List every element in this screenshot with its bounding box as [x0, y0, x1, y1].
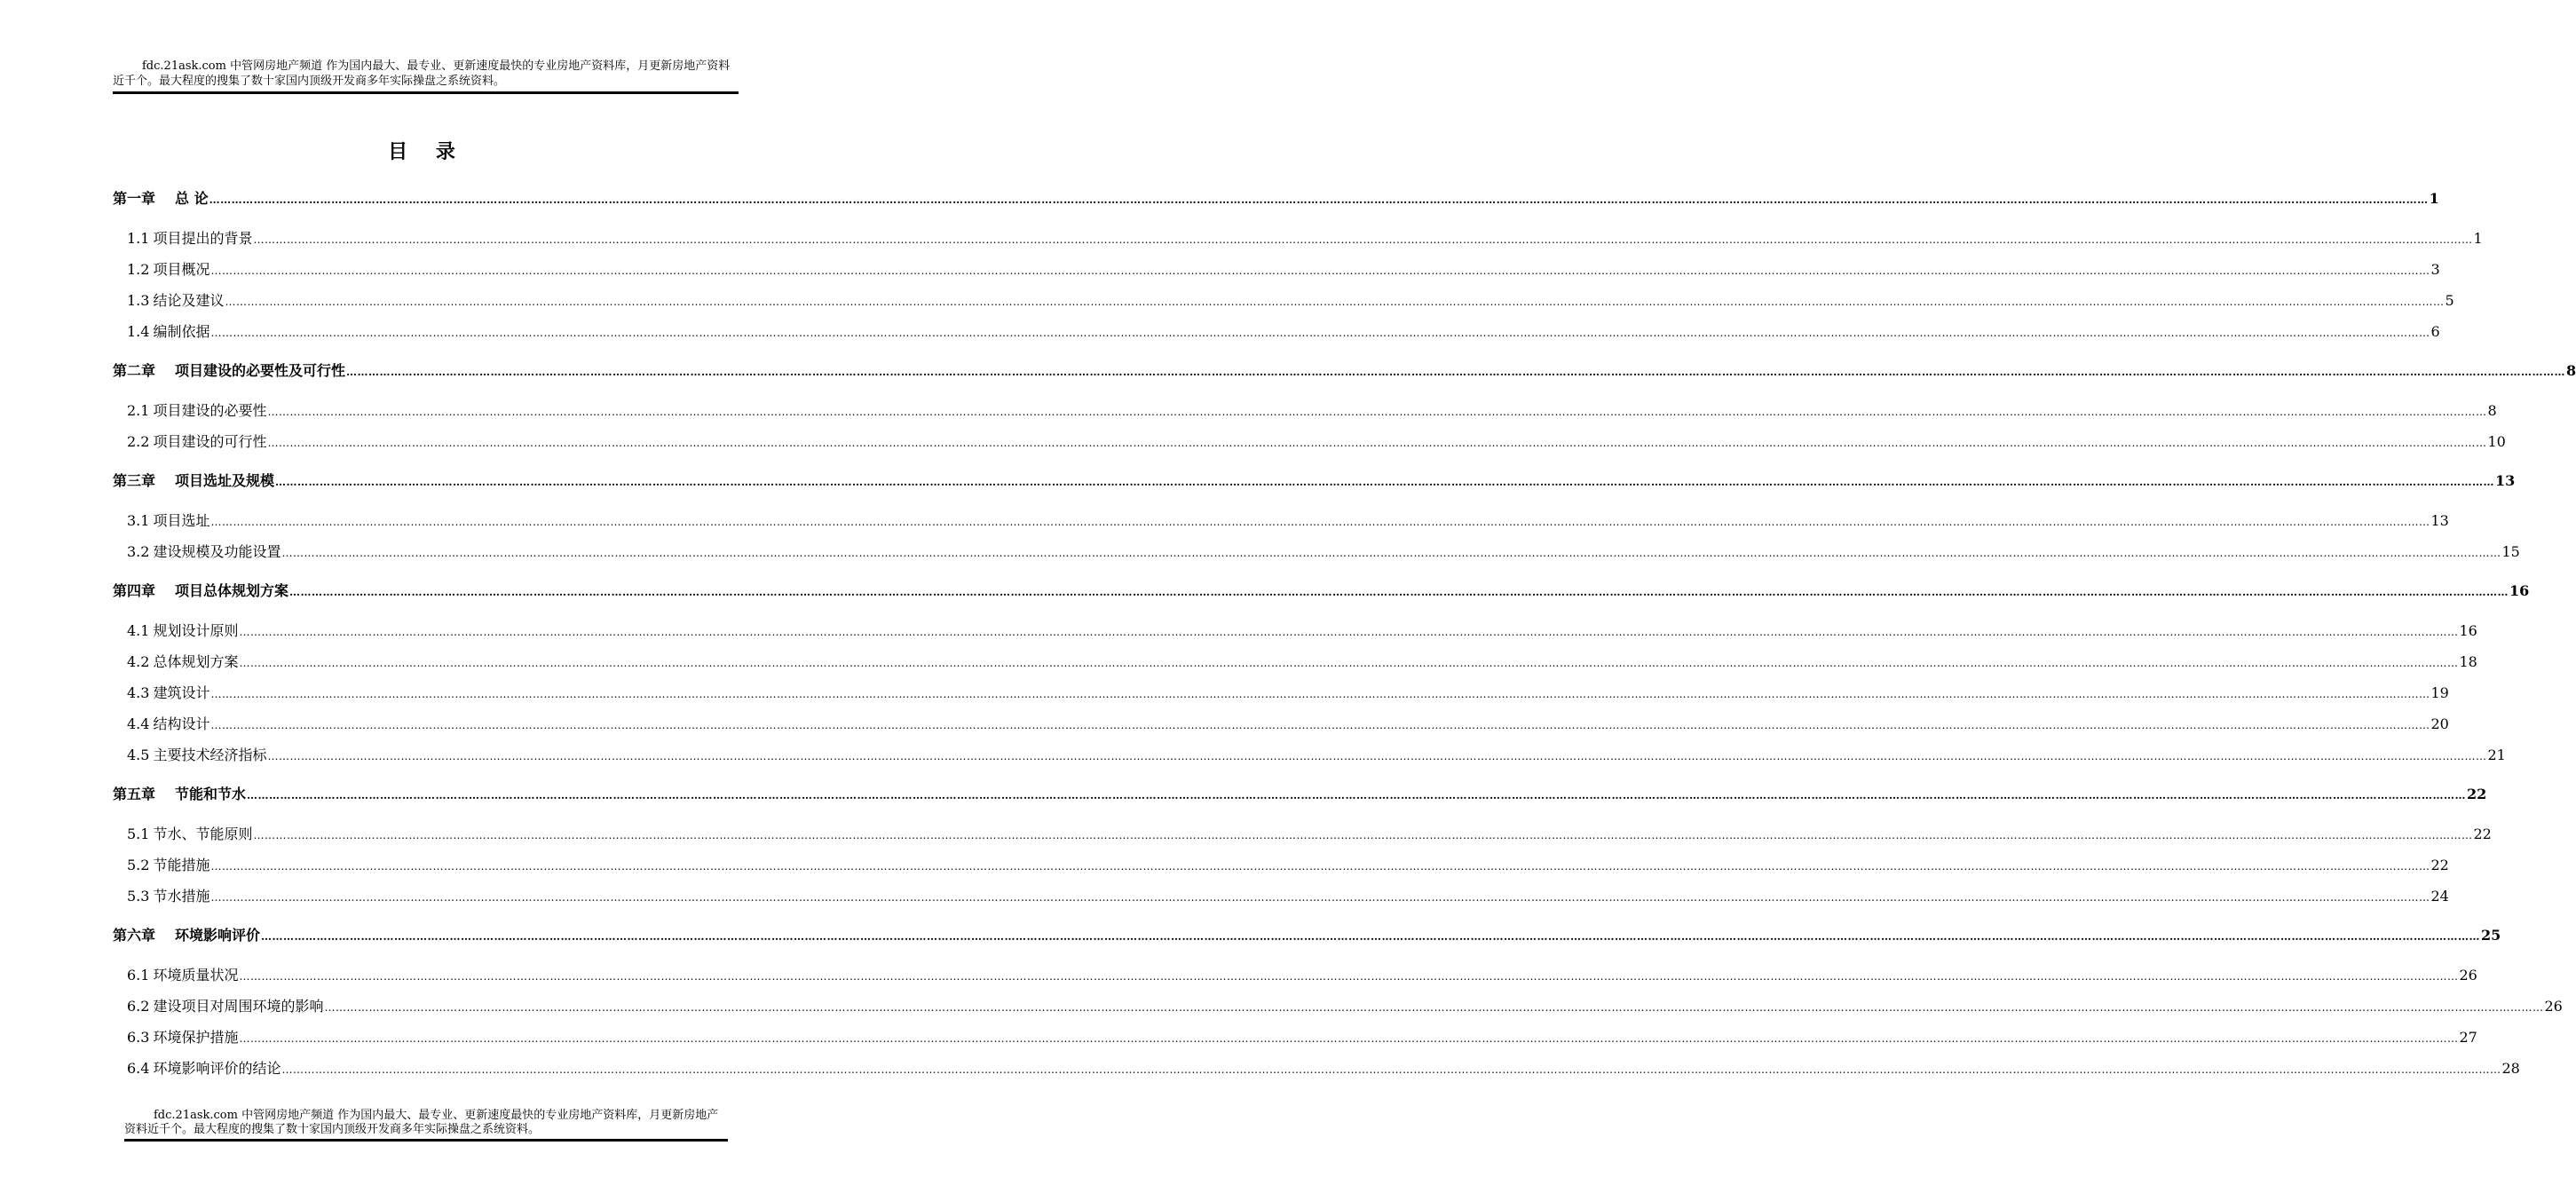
toc-entry-title: 建设规模及功能设置 — [153, 543, 281, 560]
toc-section-entry[interactable] — [127, 431, 2506, 451]
toc-section-entry[interactable] — [127, 227, 2483, 248]
toc-page-number: 13 — [2495, 472, 2516, 489]
toc-entry-title: 节水措施 — [153, 888, 210, 905]
toc-dot-leader: …………………………………………………………………………………………………………………………………………………………………………………………………………………………………………………………………………………………………………………………………………………………………………………………………………………………………………………………………………………………………………………………………………………… — [239, 1032, 2459, 1045]
toc-page-number: 1 — [2429, 190, 2439, 207]
toc-page-number: 3 — [2430, 261, 2440, 278]
toc-page-number: 24 — [2430, 888, 2449, 905]
toc-entry-title: 环境保护措施 — [153, 1029, 239, 1046]
toc-entry-label — [127, 431, 266, 451]
toc-page-number: 26 — [2459, 967, 2477, 984]
toc-entry-number: 6.2 — [127, 998, 150, 1015]
header-divider — [113, 91, 739, 94]
toc-entry-label — [127, 289, 224, 310]
toc-section-entry[interactable] — [127, 320, 2440, 341]
toc-dot-leader: …………………………………………………………………………………………………………………………………………………………………………………………………………………………………………………………………………………………………………………………………………………………………………………………………………………………………………………………………………………………………………………………………………………… — [267, 406, 2487, 418]
toc-section-entry[interactable] — [127, 620, 2477, 640]
toc-dot-leader: …………………………………………………………………………………………………………………………………………………………………………………………………………………………………………………………………………………………………………………………………………………………………………………………………………………………………………………………………………………………………………………………………………………… — [289, 586, 2509, 598]
toc-section-entry[interactable] — [127, 964, 2477, 984]
toc-entry-number: 3.2 — [127, 543, 150, 560]
toc-entry-number: 5.1 — [127, 826, 150, 842]
toc-dot-leader: …………………………………………………………………………………………………………………………………………………………………………………………………………………………………………………………………………………………………………………………………………………………………………………………………………………………………………………………………………………………………………………………………………………… — [253, 233, 2473, 246]
toc-entry-label — [127, 964, 238, 984]
toc-entry-number: 6.3 — [127, 1029, 150, 1046]
toc-entry-number: 6.4 — [127, 1060, 150, 1077]
toc-entry-label — [113, 924, 260, 944]
toc-entry-number: 4.2 — [127, 653, 150, 670]
toc-dot-leader: …………………………………………………………………………………………………………………………………………………………………………………………………………………………………………………………………………………………………………………………………………………………………………………………………………………………………………………………………………………………………………………………………………………… — [239, 970, 2459, 983]
toc-dot-leader: …………………………………………………………………………………………………………………………………………………………………………………………………………………………………………………………………………………………………………………………………………………………………………………………………………………………………………………………………………………………………………………………………………………… — [247, 789, 2467, 802]
toc-dot-leader: …………………………………………………………………………………………………………………………………………………………………………………………………………………………………………………………………………………………………………………………………………………………………………………………………………………………………………………………………………………………………………………………………………………… — [281, 1063, 2501, 1076]
toc-entry-label — [127, 541, 281, 561]
toc-entry-label — [127, 885, 209, 905]
toc-entry-label — [127, 995, 323, 1015]
toc-entry-number: 4.4 — [127, 715, 150, 732]
toc-entry-label — [127, 620, 238, 640]
toc-entry-label — [113, 580, 288, 600]
toc-dot-leader: …………………………………………………………………………………………………………………………………………………………………………………………………………………………………………………………………………………………………………………………………………………………………………………………………………………………………………………………………………………………………………………………………………………… — [253, 829, 2473, 841]
page-title: 目 录 — [388, 140, 466, 163]
toc-page-number: 15 — [2501, 543, 2520, 560]
toc-dot-leader: …………………………………………………………………………………………………………………………………………………………………………………………………………………………………………………………………………………………………………………………………………………………………………………………………………………………………………………………………………………………………………………………………………………… — [267, 750, 2487, 762]
toc-entry-label — [127, 227, 252, 248]
toc-entry-title: 项目建设的必要性及可行性 — [175, 362, 346, 379]
toc-entry-label — [127, 713, 209, 733]
page-footer: fdc.21ask.com 中管网房地产频道 作为国内最大、最专业、更新速度最快的专业房地产资料库，月更新房地产资料近千个。最大程度的搜集了数十家国内顶级开发商多年实际操盘之系统资料。 — [124, 1109, 719, 1136]
toc-page-number: 5 — [2445, 292, 2454, 309]
toc-entry-number: 5.2 — [127, 857, 150, 873]
toc-page-number: 27 — [2459, 1029, 2477, 1046]
toc-dot-leader: …………………………………………………………………………………………………………………………………………………………………………………………………………………………………………………………………………………………………………………………………………………………………………………………………………………………………………………………………………………………………………………………………………………… — [281, 547, 2501, 559]
toc-chapter-entry[interactable] — [113, 359, 2576, 380]
toc-section-entry[interactable] — [127, 823, 2492, 843]
toc-entry-label — [127, 1026, 238, 1047]
toc-entry-title: 主要技术经济指标 — [153, 747, 267, 763]
toc-entry-title: 节能措施 — [153, 857, 210, 873]
toc-section-entry[interactable] — [127, 995, 2563, 1015]
toc-entry-number: 第五章 — [113, 786, 156, 802]
toc-section-entry[interactable] — [127, 510, 2449, 530]
toc-entry-number: 5.3 — [127, 888, 150, 905]
toc-entry-number: 第四章 — [113, 582, 156, 599]
toc-dot-leader: …………………………………………………………………………………………………………………………………………………………………………………………………………………………………………………………………………………………………………………………………………………………………………………………………………………………………………………………………………………………………………………………………………………… — [346, 366, 2566, 378]
toc-entry-label — [127, 682, 209, 702]
toc-section-entry[interactable] — [127, 541, 2520, 561]
toc-page-number: 26 — [2544, 998, 2563, 1015]
toc-entry-number: 第三章 — [113, 472, 156, 489]
toc-entry-label — [113, 187, 209, 208]
toc-entry-label — [127, 823, 252, 843]
toc-entry-label — [127, 651, 238, 671]
toc-entry-number: 第二章 — [113, 362, 156, 379]
toc-entry-title: 建设项目对周围环境的影响 — [153, 998, 324, 1015]
page-header: fdc.21ask.com 中管网房地产频道 作为国内最大、最专业、更新速度最快的专业房地产资料库，月更新房地产资料近千个。最大程度的搜集了数十家国内顶级开发商多年实际操盘之系统资料。 — [113, 59, 731, 88]
toc-entry-title: 环境质量状况 — [153, 967, 239, 984]
toc-entry-title: 环境影响评价的结论 — [153, 1060, 281, 1077]
toc-page-number: 1 — [2473, 230, 2483, 247]
toc-entry-label — [127, 744, 266, 764]
toc-section-entry[interactable] — [127, 1057, 2520, 1078]
toc-dot-leader: …………………………………………………………………………………………………………………………………………………………………………………………………………………………………………………………………………………………………………………………………………………………………………………………………………………………………………………………………………………………………………………………………………………… — [210, 516, 2430, 528]
toc-entry-title: 总体规划方案 — [153, 653, 239, 670]
toc-dot-leader: …………………………………………………………………………………………………………………………………………………………………………………………………………………………………………………………………………………………………………………………………………………………………………………………………………………………………………………………………………………………………………………………………………………… — [275, 476, 2495, 488]
toc-dot-leader: …………………………………………………………………………………………………………………………………………………………………………………………………………………………………………………………………………………………………………………………………………………………………………………………………………………………………………………………………………………………………………………………………………………… — [210, 719, 2430, 731]
toc-entry-title: 结构设计 — [153, 715, 210, 732]
toc-dot-leader: …………………………………………………………………………………………………………………………………………………………………………………………………………………………………………………………………………………………………………………………………………………………………………………………………………………………………………………………………………………………………………………………………………………… — [210, 860, 2430, 873]
toc-entry-title: 项目建设的必要性 — [153, 402, 267, 419]
toc-section-entry[interactable] — [127, 289, 2454, 310]
toc-chapter-entry[interactable] — [113, 187, 2439, 208]
toc-entry-number: 1.3 — [127, 292, 150, 309]
toc-entry-number: 4.3 — [127, 684, 150, 701]
toc-entry-number: 1.2 — [127, 261, 150, 278]
toc-entry-number: 3.1 — [127, 512, 150, 529]
toc-page-number: 13 — [2430, 512, 2449, 529]
toc-entry-label — [127, 399, 266, 420]
toc-page-number: 16 — [2509, 582, 2530, 599]
toc-entry-label — [113, 359, 345, 380]
toc-section-entry[interactable] — [127, 258, 2440, 279]
toc-section-entry[interactable] — [127, 854, 2449, 874]
toc-dot-leader: …………………………………………………………………………………………………………………………………………………………………………………………………………………………………………………………………………………………………………………………………………………………………………………………………………………………………………………………………………………………………………………………………………………… — [261, 930, 2481, 943]
toc-entry-number: 4.1 — [127, 622, 150, 639]
toc-entry-number: 1.1 — [127, 230, 150, 247]
toc-dot-leader: …………………………………………………………………………………………………………………………………………………………………………………………………………………………………………………………………………………………………………………………………………………………………………………………………………………………………………………………………………………………………………………………………………………… — [210, 265, 2430, 277]
toc-section-entry[interactable] — [127, 651, 2477, 671]
toc-page-number: 18 — [2459, 653, 2477, 670]
toc-section-entry[interactable] — [127, 399, 2497, 420]
toc-entry-number: 1.4 — [127, 323, 150, 340]
toc-entry-label — [127, 1057, 281, 1078]
toc-entry-title: 项目建设的可行性 — [153, 433, 267, 450]
toc-entry-title: 建筑设计 — [153, 684, 210, 701]
toc-page-number: 21 — [2487, 747, 2506, 763]
toc-page-number: 10 — [2487, 433, 2506, 450]
toc-chapter-entry[interactable] — [113, 470, 2516, 490]
toc-section-entry[interactable] — [127, 885, 2449, 905]
toc-entry-title: 总 论 — [175, 190, 209, 207]
toc-page-number: 8 — [2487, 402, 2497, 419]
toc-entry-label — [113, 783, 246, 803]
toc-entry-title: 项目概况 — [153, 261, 210, 278]
toc-entry-number: 2.2 — [127, 433, 150, 450]
toc-dot-leader: …………………………………………………………………………………………………………………………………………………………………………………………………………………………………………………………………………………………………………………………………………………………………………………………………………………………………………………………………………………………………………………………………………………… — [209, 194, 2429, 206]
toc-page-number: 22 — [2467, 786, 2487, 802]
toc-entry-title: 项目选址 — [153, 512, 210, 529]
toc-dot-leader: …………………………………………………………………………………………………………………………………………………………………………………………………………………………………………………………………………………………………………………………………………………………………………………………………………………………………………………………………………………………………………………………………………………… — [267, 437, 2487, 449]
toc-page-number: 20 — [2430, 715, 2449, 732]
toc-entry-label — [113, 470, 274, 490]
toc-entry-title: 项目总体规划方案 — [175, 582, 289, 599]
toc-entry-title: 规划设计原则 — [153, 622, 239, 639]
toc-page-number: 6 — [2430, 323, 2440, 340]
toc-entry-title: 编制依据 — [153, 323, 210, 340]
toc-chapter-entry[interactable] — [113, 924, 2501, 944]
toc-dot-leader: …………………………………………………………………………………………………………………………………………………………………………………………………………………………………………………………………………………………………………………………………………………………………………………………………………………………………………………………………………………………………………………………………………………… — [324, 1001, 2544, 1014]
toc-chapter-entry[interactable] — [113, 580, 2530, 600]
toc-entry-number: 4.5 — [127, 747, 150, 763]
toc-entry-title: 项目提出的背景 — [153, 230, 253, 247]
toc-section-entry[interactable] — [127, 1026, 2477, 1047]
toc-dot-leader: …………………………………………………………………………………………………………………………………………………………………………………………………………………………………………………………………………………………………………………………………………………………………………………………………………………………………………………………………………………………………………………………………………………… — [210, 688, 2430, 700]
toc-entry-number: 6.1 — [127, 967, 150, 984]
toc-entry-title: 节能和节水 — [175, 786, 247, 802]
toc-entry-number: 第六章 — [113, 927, 156, 944]
toc-entry-number: 第一章 — [113, 190, 156, 207]
toc-dot-leader: …………………………………………………………………………………………………………………………………………………………………………………………………………………………………………………………………………………………………………………………………………………………………………………………………………………………………………………………………………………………………………………………………………………… — [225, 296, 2445, 308]
toc-section-entry[interactable] — [127, 744, 2506, 764]
toc-entry-label — [127, 510, 209, 530]
toc-entry-number: 2.1 — [127, 402, 150, 419]
toc-entry-label — [127, 320, 209, 341]
toc-entry-title: 节水、节能原则 — [153, 826, 253, 842]
toc-page-number: 22 — [2473, 826, 2492, 842]
toc-page-number: 22 — [2430, 857, 2449, 873]
toc-dot-leader: …………………………………………………………………………………………………………………………………………………………………………………………………………………………………………………………………………………………………………………………………………………………………………………………………………………………………………………………………………………………………………………………………………………… — [210, 327, 2430, 339]
toc-section-entry[interactable] — [127, 713, 2449, 733]
toc-page-number: 25 — [2481, 927, 2501, 944]
toc-chapter-entry[interactable] — [113, 783, 2487, 803]
toc-entry-title: 环境影响评价 — [175, 927, 261, 944]
toc-entry-title: 项目选址及规模 — [175, 472, 275, 489]
toc-entry-label — [127, 258, 209, 279]
toc-dot-leader: …………………………………………………………………………………………………………………………………………………………………………………………………………………………………………………………………………………………………………………………………………………………………………………………………………………………………………………………………………………………………………………………………………………… — [239, 657, 2459, 669]
toc-page-number: 28 — [2501, 1060, 2520, 1077]
toc-entry-title: 结论及建议 — [153, 292, 225, 309]
toc-entry-label — [127, 854, 209, 874]
toc-dot-leader: …………………………………………………………………………………………………………………………………………………………………………………………………………………………………………………………………………………………………………………………………………………………………………………………………………………………………………………………………………………………………………………………………………………… — [239, 626, 2459, 638]
footer-divider — [124, 1139, 728, 1142]
toc-dot-leader: …………………………………………………………………………………………………………………………………………………………………………………………………………………………………………………………………………………………………………………………………………………………………………………………………………………………………………………………………………………………………………………………………………………… — [210, 891, 2430, 904]
toc-page-number: 8 — [2566, 362, 2576, 379]
toc-page-number: 19 — [2430, 684, 2449, 701]
toc-section-entry[interactable] — [127, 682, 2449, 702]
toc-page-number: 16 — [2459, 622, 2477, 639]
